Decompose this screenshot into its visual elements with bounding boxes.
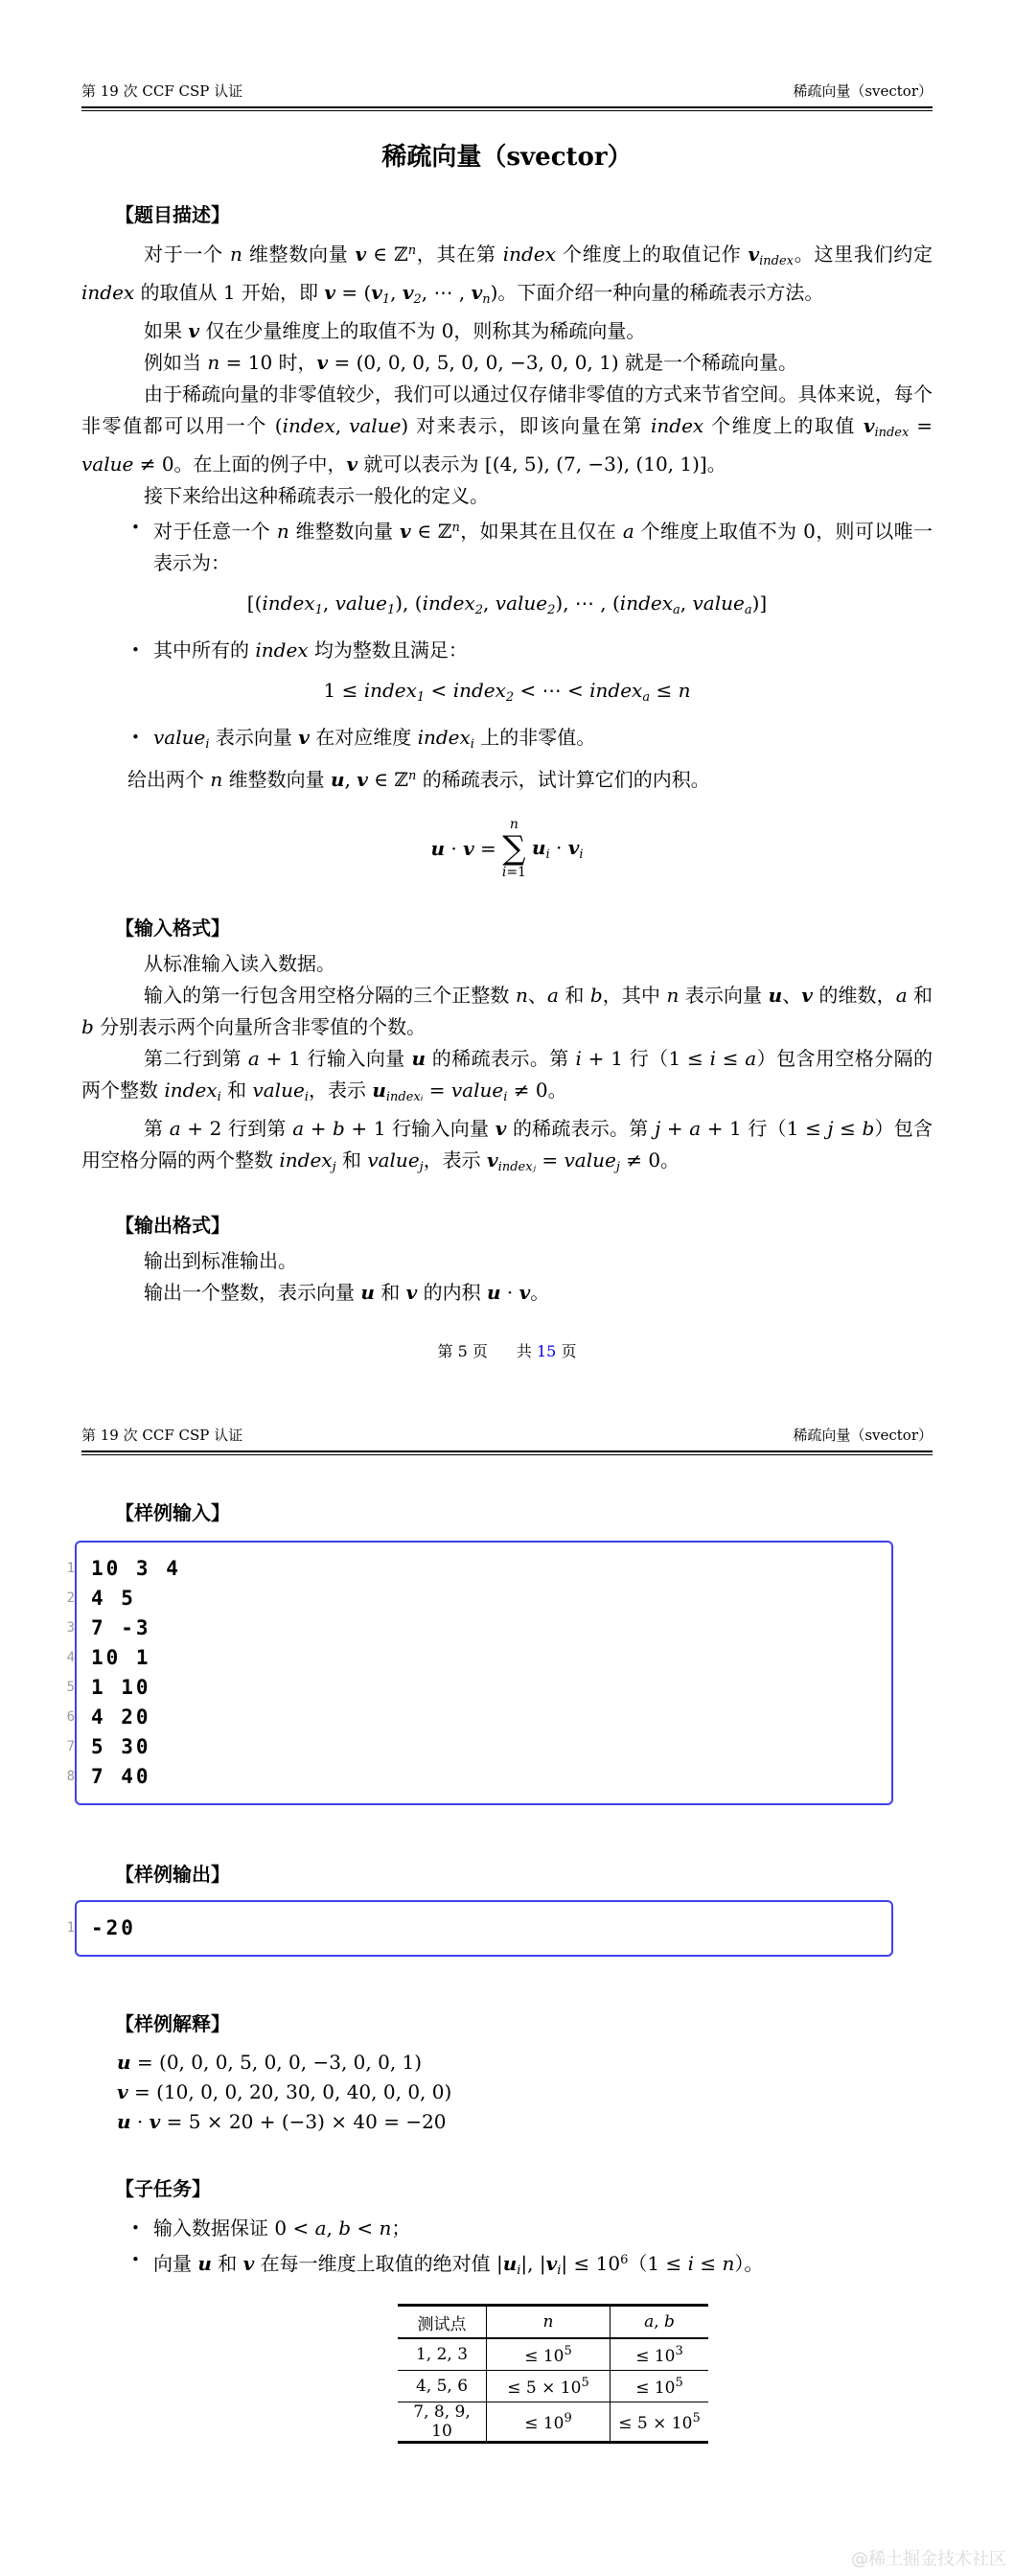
table-cell: ≤ $10^5$ (487, 2338, 611, 2371)
table-cell: ≤ $5 \times 10^5$ (487, 2371, 611, 2402)
desc-paragraph-2: 如果 v 仅在少量维度上的取值不为 0，则称其为稀疏向量。 (144, 319, 646, 342)
line-number: 6 (66, 1709, 75, 1725)
total-pages-prefix: 共 (516, 1342, 537, 1360)
line-number: 8 (66, 1769, 75, 1784)
explain-line-u: u = (0, 0, 0, 5, 0, 0, −3, 0, 0, 1) (117, 2051, 423, 2074)
code-line: 7 -3 (91, 1616, 151, 1639)
section-heading-sample-input: 【样例输入】 (115, 1501, 230, 1524)
table-cell: ≤ $10^5$ (611, 2371, 709, 2402)
table-cell: 1, 2, 3 (398, 2338, 487, 2371)
subtask-limits-table (398, 2304, 708, 2444)
current-page-label: 第 5 页 (437, 1342, 488, 1360)
subtask-body (81, 2213, 933, 2286)
sample-input-block (58, 1541, 893, 1805)
sample-input-code (75, 1541, 893, 1805)
column-header-testcase: 测试点 (398, 2306, 487, 2339)
watermark: @稀土掘金技术社区 (851, 2549, 1006, 2569)
desc-paragraph-6: 给出两个 n 维整数向量 u, v ∈ ℤ$^n$ 的稀疏表示，试计算它们的内积。 (127, 768, 710, 791)
line-number-gutter (58, 1900, 75, 1957)
table-cell: ≤ $10^9$ (487, 2402, 611, 2443)
sample-output-block (58, 1900, 893, 1957)
desc-bullet-2: • 其中所有的 index 均为整数且满足： (127, 635, 933, 666)
total-pages-link[interactable]: 15 (537, 1342, 557, 1360)
input-format-paragraph-3: 第二行到第 a + 1 行输入向量 u 的稀疏表示。第 i + 1 行（1 ≤ i ≤ a）包含用空格分隔的两个整数 index$_i$ 和 value$_i$，表示 $u_{indexᵢ}$ = value$_i$ ≠ 0。 (81, 1047, 933, 1104)
explain-line-v: v = (10, 0, 0, 20, 30, 0, 40, 0, 0, 0) (117, 2080, 452, 2103)
table-row (398, 2402, 708, 2443)
formula-inner-product (81, 811, 933, 886)
page-title: 稀疏向量（svector） (381, 143, 633, 172)
section-heading-output-format: 【输出格式】 (115, 1214, 230, 1237)
page-2 (0, 1381, 1014, 2576)
line-number: 1 (66, 1561, 75, 1576)
desc-bullet-3: • value$_i$ 表示向量 v 在对应维度 index$_i$ 上的非零值。 (127, 722, 933, 760)
desc-paragraph-4: 由于稀疏向量的非零值较少，我们可以通过仅存储非零值的方式来节省空间。具体来说，每个非零值都可以用一个 (index, value) 对来表示，即该向量在第 index 个维度上的取值 $v_{index}$ = value ≠ 0。在上面的例子中，v 就可以表示为 [(4, 5), (7, −3), (10, 1)]。 (81, 383, 933, 476)
line-number-gutter (58, 1541, 75, 1805)
code-line: 5 30 (91, 1735, 151, 1758)
line-number: 5 (66, 1680, 75, 1695)
sample-output-code (75, 1900, 893, 1957)
code-line: 4 5 (91, 1587, 136, 1610)
section-heading-sample-explain: 【样例解释】 (115, 2012, 230, 2035)
sigma-lower-limit: i=1 (501, 865, 526, 880)
header-rule (81, 110, 933, 111)
header-rule (81, 1454, 933, 1455)
sample-explain-body (81, 2048, 933, 2137)
header-left-text: 第 19 次 CCF CSP 认证 (81, 82, 243, 100)
sigma-operator (502, 818, 526, 879)
formula-rhs: $u_i \cdot v_i$ (531, 835, 584, 862)
line-number: 4 (66, 1650, 75, 1665)
input-format-paragraph-1: 从标准输入读入数据。 (144, 952, 335, 975)
table-header-row (398, 2306, 708, 2339)
column-header-ab: a, b (611, 2306, 709, 2339)
section-heading-input-format: 【输入格式】 (115, 917, 230, 940)
page-footer (81, 1339, 933, 1361)
sigma-upper-limit: n (509, 817, 519, 832)
table-cell: 7, 8, 9, 10 (398, 2402, 487, 2443)
code-line: 7 40 (91, 1765, 151, 1788)
sigma-icon: ∑ (502, 829, 526, 868)
line-number: 7 (66, 1739, 75, 1754)
desc-paragraph-1: 对于一个 n 维整数向量 v ∈ ℤ$^n$，其在第 index 个维度上的取值记作 $v_{index}$。这里我们约定 index 的取值从 1 开始，即 $v = (v_1$, $v_2$, ⋯ , $v_n$)。下面介绍一种向量的稀疏表示方法。 (81, 243, 933, 307)
table-cell: 4, 5, 6 (398, 2371, 487, 2402)
formula-index-order: 1 ≤ index$_1$ < index$_2$ < ⋯ < index$_a$ ≤ n (323, 679, 691, 705)
header-right-text: 稀疏向量（svector） (793, 82, 933, 100)
code-line: 4 20 (91, 1706, 151, 1729)
input-format-paragraph-4: 第 a + 2 行到第 a + b + 1 行输入向量 v 的稀疏表示。第 j + a + 1 行（1 ≤ j ≤ b）包含用空格分隔的两个整数 index$_j$ 和 value$_j$，表示 $v_{indexⱼ}$ = value$_j$ ≠ 0。 (81, 1117, 933, 1174)
section-heading-sample-output: 【样例输出】 (115, 1863, 230, 1886)
code-line: -20 (91, 1916, 136, 1939)
formula-lhs: u · v = (430, 837, 496, 860)
output-format-paragraph-2: 输出一个整数，表示向量 u 和 v 的内积 u · v。 (144, 1281, 550, 1304)
explain-line-dot-product: u · v = 5 × 20 + (−3) × 40 = −20 (117, 2110, 447, 2133)
table-row (398, 2371, 708, 2402)
code-line: 1 10 (91, 1676, 151, 1699)
code-line: 10 3 4 (91, 1557, 181, 1580)
header-right-text: 稀疏向量（svector） (793, 1427, 933, 1444)
desc-paragraph-5: 接下来给出这种稀疏表示一般化的定义。 (144, 484, 489, 507)
header-left-text: 第 19 次 CCF CSP 认证 (81, 1427, 243, 1444)
line-number: 2 (66, 1590, 75, 1606)
desc-paragraph-3: 例如当 n = 10 时，v = (0, 0, 0, 5, 0, 0, −3, 0, 0, 1) 就是一个稀疏向量。 (144, 351, 798, 374)
section-heading-description: 【题目描述】 (115, 203, 230, 226)
table-cell: ≤ $5 \times 10^5$ (611, 2402, 709, 2443)
input-format-paragraph-2: 输入的第一行包含用空格分隔的三个正整数 n、a 和 b，其中 n 表示向量 u、v 的维数，a 和 b 分别表示两个向量所含非零值的个数。 (81, 984, 933, 1038)
table-cell: ≤ $10^3$ (611, 2338, 709, 2371)
code-line: 10 1 (91, 1646, 151, 1669)
page-2-header (81, 1381, 933, 1455)
page-1-header (81, 0, 933, 111)
section-heading-subtask: 【子任务】 (115, 2177, 211, 2200)
column-header-n: n (487, 2306, 611, 2339)
subtask-bullet-2: • 向量 u 和 v 在每一维度上取值的绝对值 $|u_i|$, $|v_i| \le 10^6(1 \le i \le n)$。 (127, 2244, 933, 2286)
total-pages-suffix: 页 (556, 1342, 577, 1360)
line-number: 3 (66, 1620, 75, 1636)
line-number: 1 (66, 1920, 75, 1936)
desc-bullet-1: • 对于任意一个 n 维整数向量 v ∈ ℤ$^n$，如果其在且仅在 a 个维度上取值不为 0，则可以唯一表示为： (127, 512, 933, 579)
formula-sparse-list: [(index$_1$, value$_1$), (index$_2$, value$_2$), ⋯ , (index$_a$, value$_a$)] (246, 592, 768, 617)
subtask-bullet-1: • 输入数据保证 0 < a, b < n； (127, 2213, 933, 2244)
output-format-paragraph-1: 输出到标准输出。 (144, 1249, 297, 1272)
table-row (398, 2338, 708, 2371)
